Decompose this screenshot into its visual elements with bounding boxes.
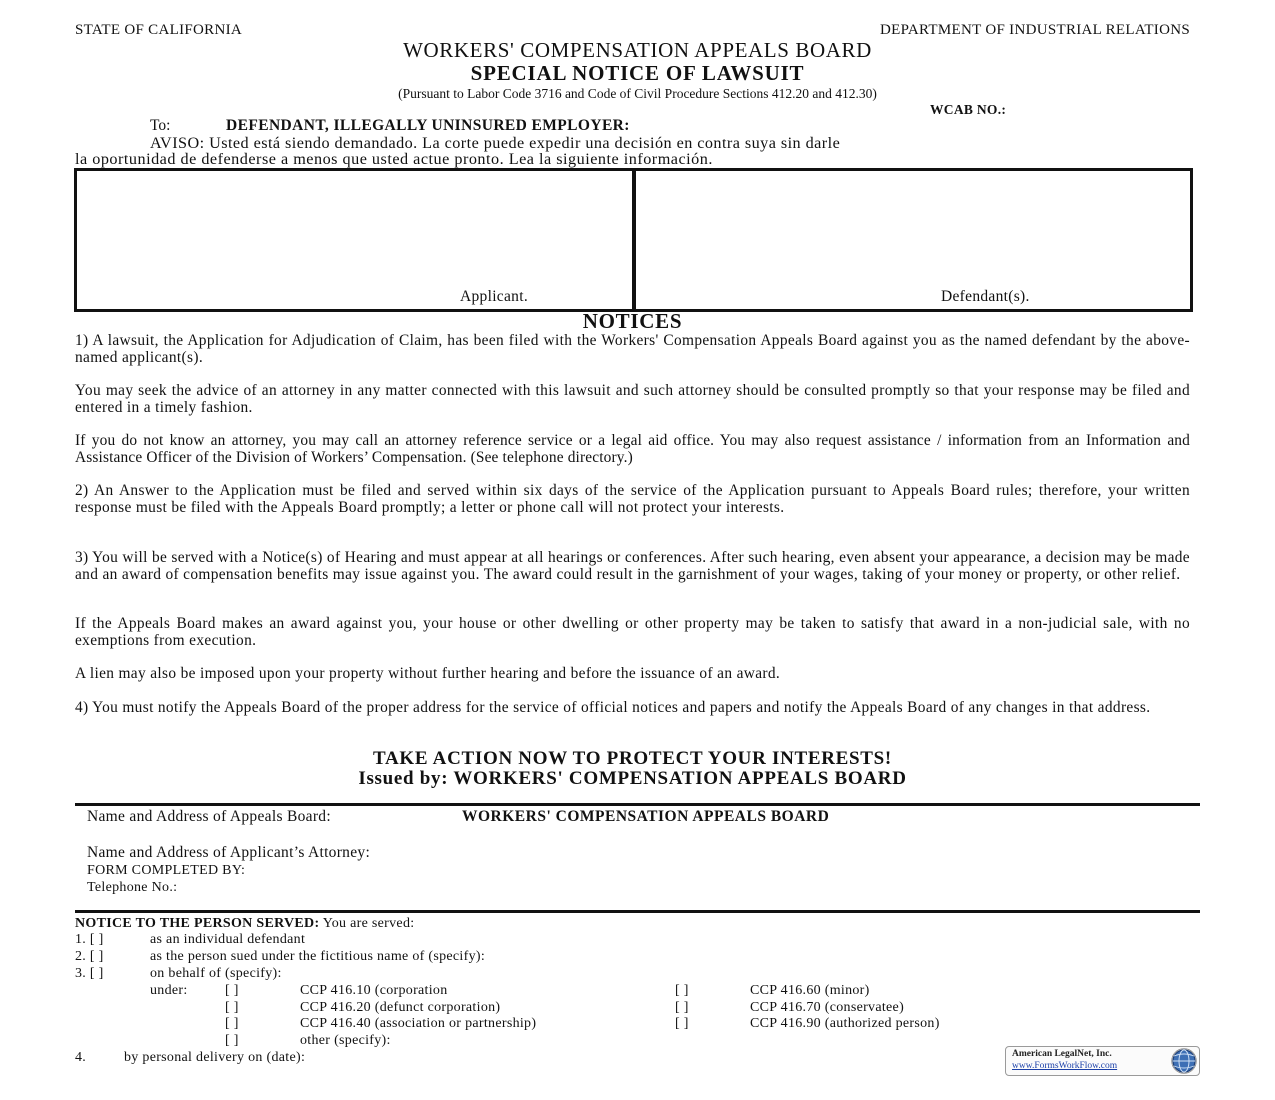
department-label: DEPARTMENT OF INDUSTRIAL RELATIONS bbox=[879, 22, 1190, 38]
notice-paragraph-attorney: You may seek the advice of an attorney in any matter connected with this lawsuit and such attorney should be consulted promptly so that your response may be filed and entered in a timely fashion. bbox=[75, 382, 1190, 416]
ccp-416-20-checkbox[interactable]: [ ] bbox=[225, 1000, 239, 1015]
service-option-1-checkbox[interactable]: 1. [ ] bbox=[75, 932, 104, 947]
notice-paragraph-reference: If you do not know an attorney, you may call an attorney reference service or a legal aid office. You may also request assistance / information from an Information and Assistance Officer of the Division of Workers’ Compensation. (See telephone directory.) bbox=[75, 432, 1190, 466]
issued-by-line: Issued by: WORKERS' COMPENSATION APPEALS BOARD bbox=[358, 768, 907, 789]
under-label: under: bbox=[150, 983, 188, 998]
ccp-416-70-checkbox[interactable]: [ ] bbox=[675, 1000, 689, 1015]
defendant-label: Defendant(s). bbox=[941, 288, 1030, 305]
service-option-3-checkbox[interactable]: 3. [ ] bbox=[75, 966, 104, 981]
appeals-board-label: Name and Address of Appeals Board: bbox=[87, 808, 331, 825]
divider-bottom bbox=[75, 910, 1200, 913]
logo-company: American LegalNet, Inc. bbox=[1012, 1049, 1112, 1059]
notice-paragraph-lien: A lien may also be imposed upon your property without further hearing and before the issuance of an award. bbox=[75, 665, 781, 682]
appeals-board-value: WORKERS' COMPENSATION APPEALS BOARD bbox=[462, 808, 830, 825]
to-label: To: bbox=[150, 117, 171, 134]
other-specify-checkbox[interactable]: [ ] bbox=[225, 1033, 239, 1048]
take-action-heading: TAKE ACTION NOW TO PROTECT YOUR INTERESTS! bbox=[373, 748, 892, 769]
notices-heading: NOTICES bbox=[582, 309, 683, 333]
board-title: WORKERS' COMPENSATION APPEALS BOARD bbox=[403, 38, 872, 62]
defendant-box[interactable] bbox=[632, 168, 1193, 312]
service-option-4-number: 4. bbox=[75, 1050, 87, 1065]
other-specify-label: other (specify): bbox=[300, 1033, 391, 1048]
notice-paragraph-2: 2) An Answer to the Application must be filed and served within six days of the service of the Application pursuant to Appeals Board rules; therefore, your written response must be filed with the Appeals Board promptly; a letter or phone call will not protect your interests. bbox=[75, 482, 1190, 516]
completed-by-label: FORM COMPLETED BY: bbox=[87, 863, 246, 878]
ccp-416-20-label: CCP 416.20 (defunct corporation) bbox=[300, 1000, 501, 1015]
divider-top bbox=[75, 803, 1200, 806]
served-heading-line bbox=[75, 916, 414, 932]
service-option-4-label: by personal delivery on (date): bbox=[124, 1050, 306, 1065]
ccp-416-70-label: CCP 416.70 (conservatee) bbox=[750, 1000, 905, 1015]
logo-url[interactable]: www.FormsWorkFlow.com bbox=[1012, 1061, 1118, 1071]
ccp-416-90-label: CCP 416.90 (authorized person) bbox=[750, 1016, 940, 1031]
aviso-line-1: AVISO: Usted está siendo demandado. La corte puede expedir una decisión en contra suya sin darle bbox=[150, 134, 841, 152]
telephone-label: Telephone No.: bbox=[87, 880, 178, 895]
applicant-label: Applicant. bbox=[460, 288, 528, 305]
ccp-416-10-label: CCP 416.10 (corporation bbox=[300, 983, 448, 998]
service-option-2-label: as the person sued under the fictitious name of (specify): bbox=[150, 949, 486, 964]
attorney-label: Name and Address of Applicant’s Attorney: bbox=[87, 844, 371, 861]
notice-paragraph-1: 1) A lawsuit, the Application for Adjudication of Claim, has been filed with the Workers' Compensation Appeals Board against you as the named defendant by the above-named applicant(s). bbox=[75, 332, 1190, 366]
service-option-2-checkbox[interactable]: 2. [ ] bbox=[75, 949, 104, 964]
globe-icon bbox=[1171, 1048, 1197, 1074]
document-title: SPECIAL NOTICE OF LAWSUIT bbox=[470, 61, 805, 85]
ccp-416-90-checkbox[interactable]: [ ] bbox=[675, 1016, 689, 1031]
ccp-416-40-checkbox[interactable]: [ ] bbox=[225, 1016, 239, 1031]
service-option-3-label: on behalf of (specify): bbox=[150, 966, 282, 981]
ccp-416-10-checkbox[interactable]: [ ] bbox=[225, 983, 239, 998]
ccp-416-60-label: CCP 416.60 (minor) bbox=[750, 983, 870, 998]
document-subtitle: (Pursuant to Labor Code 3716 and Code of Civil Procedure Sections 412.20 and 412.30) bbox=[398, 86, 877, 101]
notice-paragraph-4: 4) You must notify the Appeals Board of the proper address for the service of official notices and papers and notify the Appeals Board of any changes in that address. bbox=[75, 699, 1151, 716]
ccp-416-40-label: CCP 416.40 (association or partnership) bbox=[300, 1016, 537, 1031]
served-heading: NOTICE TO THE PERSON SERVED: bbox=[75, 916, 320, 931]
applicant-box[interactable] bbox=[74, 168, 636, 312]
service-option-1-label: as an individual defendant bbox=[150, 932, 306, 947]
notice-paragraph-3: 3) You will be served with a Notice(s) of Hearing and must appear at all hearings or conferences. After such hearing, even absent your appearance, a decision may be made and an award of compensation benefits may issue against you. The award could result in the garnishment of your wages, taking of your money or property, or other relief. bbox=[75, 549, 1190, 583]
american-legalnet-logo[interactable] bbox=[1005, 1046, 1200, 1076]
wcab-no-label: WCAB NO.: bbox=[930, 102, 1007, 117]
served-heading-suffix: You are served: bbox=[322, 916, 415, 931]
notice-paragraph-award: If the Appeals Board makes an award against you, your house or other dwelling or other property may be taken to satisfy that award in a non-judicial sale, with no exemptions from execution. bbox=[75, 615, 1190, 649]
to-defendant: DEFENDANT, ILLEGALLY UNINSURED EMPLOYER: bbox=[226, 117, 630, 134]
state-label: STATE OF CALIFORNIA bbox=[75, 22, 243, 38]
ccp-416-60-checkbox[interactable]: [ ] bbox=[675, 983, 689, 998]
aviso-line-2: la oportunidad de defenderse a menos que usted actue pronto. Lea la siguiente información. bbox=[75, 150, 713, 168]
